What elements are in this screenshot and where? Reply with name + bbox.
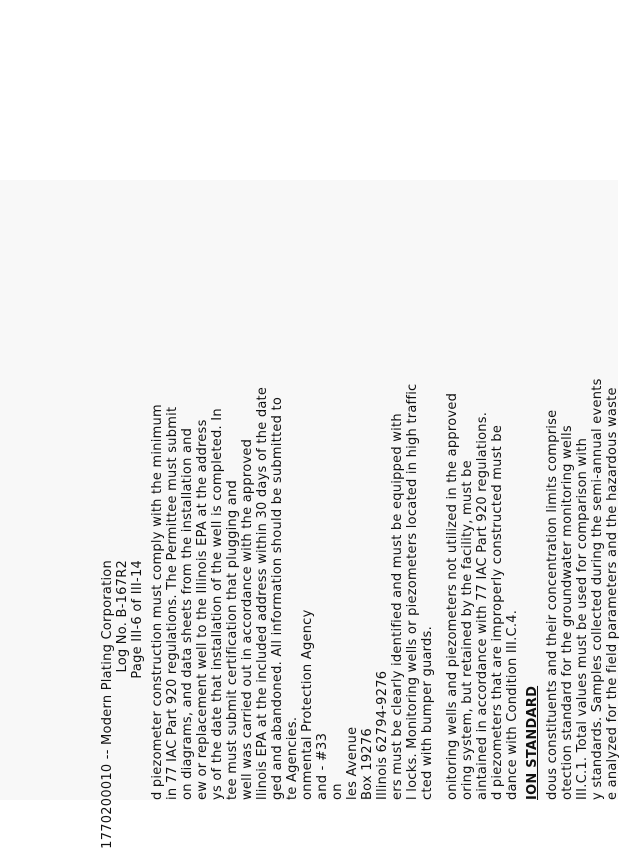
para1-line-9: ged and abandoned. All information should be submitted to [270,396,285,800]
para4-line-4: y standards. Samples collected during the semi-annual events [590,378,605,800]
para4-line-2: otection standard for the groundwater monitoring wells [560,425,575,800]
para2-line-2: l locks. Monitoring wells or piezometers located in high traffic [405,383,420,800]
para1-line-2: in 77 IAC Part 920 regulations. The Permittee must submit [165,406,180,800]
para3-line-5: dance with Condition III.C.4. [505,609,520,800]
header-log-number: Log No. B-167R2 [115,560,130,673]
para3-line-2: oring system, but retained by the facility, must be [460,460,475,800]
para1-line-10: te Agencies. [285,716,300,800]
para2-line-3: cted with bumper guards. [420,626,435,800]
address-line-6: Illinois 62794-9276 [375,670,390,800]
para3-line-4: d piezometers that are improperly constructed must be [490,424,505,800]
header-page-number: Page III-6 of III-14 [130,560,145,679]
para1-line-3: on diagrams, and data sheets from the installation and [180,427,195,800]
para1-line-6: tee must submit certification that plugging and [225,479,240,800]
address-line-2: and - #33 [315,732,330,800]
address-line-4: les Avenue [345,726,360,800]
para3-line-1: onitoring wells and piezometers not utilized in the approved [445,392,460,800]
para1-line-7: well was carried out in accordance with the approved [240,438,255,800]
para1-line-5: ys of the date that installation of the well is completed. In [210,408,225,800]
para4-line-3: III.C.1. Total values must be used for comparison with [575,437,590,800]
para1-line-4: ew or replacement well to the Illinois EPA at the address [195,419,210,800]
address-line-3: on [330,783,345,800]
section-heading: ION STANDARD [525,685,540,800]
para1-line-1: d piezometer construction must comply with the minimum [150,404,165,800]
para4-line-1: dous constituents and their concentration limits comprise [545,409,560,800]
para2-line-1: ers must be clearly identified and must be equipped with [390,413,405,800]
header-facility-line: 1770200010 -- Modern Plating Corporation [100,560,115,849]
address-line-5: Box 19276 [360,728,375,800]
para1-line-8: llinois EPA at the included address within 30 days of the date [255,386,270,800]
address-line-1: onmental Protection Agency [300,609,315,800]
para4-line-5: e analyzed for the field parameters and the hazardous waste [605,387,620,800]
para3-line-3: aintained in accordance with 77 IAC Part 920 regulations. [475,411,490,800]
